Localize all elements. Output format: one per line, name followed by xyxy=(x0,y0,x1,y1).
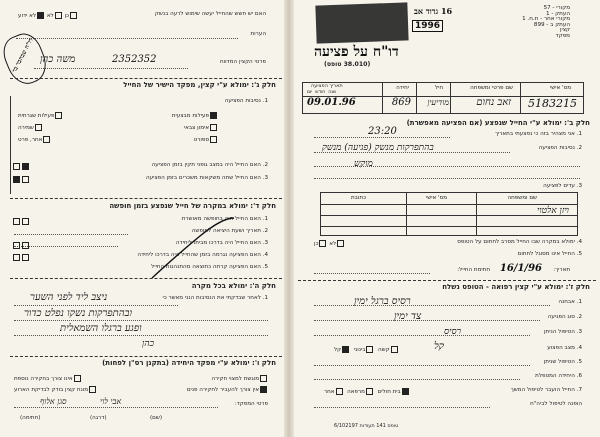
hw-name: זאב נחום xyxy=(476,97,511,108)
date-subheaders: שנה חודש יום xyxy=(307,90,337,95)
checkbox-no[interactable] xyxy=(55,12,62,19)
col-header-name: שם פרטי ומשפחה xyxy=(470,85,513,91)
d5-label: 5. האם הפציעה קרתה כתוצאה מהתנהגות החייל xyxy=(151,264,268,270)
c-answers xyxy=(12,161,30,187)
date-label: תאריך: xyxy=(553,267,570,273)
g4-hw: קל xyxy=(434,341,445,352)
section-d-title: חלק ד': ימולא במקרה של חייל שנפצע בזמן חופשה xyxy=(109,202,276,210)
opt-yes-label: כן xyxy=(64,13,69,19)
status-light[interactable] xyxy=(342,346,349,353)
b4-options: לא כן xyxy=(314,240,345,248)
b4-label: 4. ימולא במקרה שבו החייל מסרב לחתום על הטופס xyxy=(457,239,582,245)
section-f-title: חלק ו': ימולא ע"י מפקד היחידה (בתקנן רס"ן לפחות) xyxy=(102,359,276,367)
g6-label: 6. היחידה המטפלת xyxy=(535,373,582,379)
left-hw-id: 2352352 xyxy=(112,54,157,65)
soldier-details-table xyxy=(302,82,584,114)
g3-label: 3. הטיפול הניתן xyxy=(544,329,582,335)
section-b-title: חלק ב': ימולא ע"י החייל שנפצע (אם הפציעה מאפשרת) xyxy=(406,119,590,127)
d3-label: 3. האם החייל היה בדרכו מביתו ליחידה xyxy=(175,240,268,246)
col-header-personal-no: מס' אישי xyxy=(550,85,571,91)
d4-label: 4. האם הפציעה נגרמה בזמן שהחייל היה בדרכו ליחידה xyxy=(137,252,268,258)
g2-label: 2. סוג הפגיעה xyxy=(547,314,582,320)
hw-date-2: 16/1/96 xyxy=(499,263,542,274)
status-moderate[interactable] xyxy=(366,346,373,353)
col-header-unit: יחידה xyxy=(396,85,409,91)
checkbox-yes[interactable] xyxy=(70,12,77,19)
right-page xyxy=(294,0,600,437)
opt-routine[interactable]: פעילות שגרתית xyxy=(18,110,63,122)
witness-col-name: שם ומשפחה xyxy=(507,195,537,201)
footer-code: טופס 141 תעודות 6/102197 xyxy=(334,423,399,429)
g4-label: 4. מצב הפצוע xyxy=(547,345,582,351)
g7-label: 7. החייל הועבר לטיפול המשך xyxy=(510,387,582,393)
opt-check-officer[interactable]: מונח קצין בודק לבדיקת הארוע xyxy=(14,385,97,396)
b4-checkbox-no[interactable] xyxy=(337,240,344,247)
left-q-notes: הערות xyxy=(250,31,266,37)
c2-label: 2. האם החייל היה במצב גופני תקין בזמן הפציעה xyxy=(151,162,268,168)
g4-options: קשה בינוני קל xyxy=(334,346,399,354)
f-footer-rank: (דרגה) xyxy=(90,415,107,421)
left-page xyxy=(0,0,288,437)
d-answers xyxy=(12,216,30,264)
signature-label: חתימת החייל: xyxy=(457,267,490,273)
section-g-title: חלק ז': ימולא ע"י קצין רפואה - הטופס נשלח xyxy=(442,283,590,291)
g7-options: בית חולים מרפאה אחר xyxy=(324,388,410,396)
d2-label: 2. תאריך ושעת היציאה לחופשה xyxy=(191,228,268,234)
e1-label: 1. לאחר שבדקתי את הנסיבות הנני מאשר כי xyxy=(162,295,268,301)
e-handwriting-2: ובהתפרקות נשקו נפלט כדור xyxy=(24,308,133,319)
witness-hw: ויזן אלטוי xyxy=(536,206,569,216)
b2-label: 2. נסיבות הפציעה xyxy=(538,145,582,151)
hw-corps: מודיעין xyxy=(427,98,449,107)
strike-mark xyxy=(148,214,238,284)
b3-label: 3. עדים לפציעה xyxy=(543,183,582,189)
witness-col-address: כתובת xyxy=(351,195,367,201)
f-hw-rank: סגן אלוף xyxy=(40,397,67,406)
e-handwriting-3: ופגע ברגלו השמאלית xyxy=(60,323,142,334)
opt-no-internal[interactable]: אין צורך להעביר לחקירה פנים xyxy=(187,385,268,396)
f-sig-label: פרטי המפקד: xyxy=(234,401,268,407)
opt-no-further[interactable]: אינו צורך בחקירה נוספת xyxy=(14,374,82,385)
stamp-top-text: 16 גדוד אב xyxy=(414,6,453,16)
e-handwriting-sig: כהן xyxy=(142,339,154,349)
col-header-date: תאריך הפציעה xyxy=(311,83,343,89)
opt-guard[interactable]: שמירה xyxy=(18,122,43,134)
col-header-corps: חיל xyxy=(434,85,443,91)
f-footer-name: (שם) xyxy=(150,415,163,421)
c3-label: 3. האם החייל שתה משקאות משכרים בזמן הפציעה xyxy=(145,175,268,181)
witness-col-id: מס' אישי xyxy=(426,195,447,201)
section-e-title: חלק ה': ימולא בכל מקרה xyxy=(191,282,276,290)
e-handwriting-1: ניצב ליד לפני השער xyxy=(30,292,108,303)
f-options xyxy=(14,374,268,396)
b2-hw: בהתפרקות מנשק (פגיעה) מנשק xyxy=(322,143,434,153)
g1-hw: רסיס ברגל ימין xyxy=(354,296,411,307)
transfer-other[interactable] xyxy=(336,388,343,395)
b1-label: 1. אני מצהיר בזה כי נפצעתי בתאריך xyxy=(495,131,582,137)
left-q-rank: פרטי הקצין המדווח xyxy=(219,59,266,65)
year-stamp: 1996 xyxy=(412,20,443,32)
section-c-title: חלק ג': ימולא ע"י קצין, מפקד הישיר של החייל xyxy=(123,81,276,89)
opt-unknown-label: לא ידוע xyxy=(18,13,37,19)
footer-note: הופנה לטיפול לביה"ח xyxy=(530,401,582,407)
c1-options xyxy=(18,110,218,146)
header-distribution-list: מקורי - 57 העתק - 1 מקורי אחר - ת.ח. 1 העתק ב - 899 קצין מפקד xyxy=(522,5,570,39)
b5-label: 5. החייל אינו מסוגל לחתום xyxy=(517,251,582,257)
form-title: דו"ח על פציעה xyxy=(314,44,399,60)
g1-label: 1. אבחנה xyxy=(558,299,582,305)
side-strip xyxy=(592,120,598,380)
b1-hw-time: 23:20 xyxy=(368,126,397,137)
d1-label: 1. האם החייל היה בחופשה מאושרת xyxy=(181,216,268,222)
g5-label: 5. הטיפול שניתן xyxy=(543,359,582,365)
opt-sport[interactable]: ספורט xyxy=(194,134,218,146)
status-severe[interactable] xyxy=(391,346,398,353)
witnesses-table xyxy=(320,192,578,236)
f-hw-name: אבי לוי xyxy=(100,397,122,406)
left-q-visit: האם יש חשש שהחייל יעשה שימוש לרעה בנשק xyxy=(154,11,266,17)
stamp-text: דו"ח שבחבר בר xyxy=(10,37,35,74)
opt-no-label: לא xyxy=(46,13,54,19)
b4-checkbox-yes[interactable] xyxy=(319,240,326,247)
opt-other[interactable]: אחר, פרט xyxy=(18,134,51,146)
opt-training[interactable]: אימון צבאי xyxy=(184,122,218,134)
ink-stamp xyxy=(315,2,408,43)
c1-label: 1. נסיבות הפציעה xyxy=(224,98,268,104)
page-fold xyxy=(284,0,294,437)
hw-personal-no: 5183215 xyxy=(528,97,577,110)
g2-hw: צד ימין xyxy=(394,311,422,322)
opt-investigation[interactable]: מוגשת למצוי חקירה xyxy=(211,374,268,385)
left-q-visit-options xyxy=(18,12,78,20)
form-number: (38.010 טופס) xyxy=(324,61,371,68)
hw-unit: 869 xyxy=(391,97,411,108)
transfer-hospital[interactable] xyxy=(402,388,409,395)
transfer-clinic[interactable] xyxy=(366,388,373,395)
f-footer-signature: (חתימה) xyxy=(20,415,41,421)
checkbox-unknown[interactable] xyxy=(37,12,44,19)
b2-hw-2: מוקש xyxy=(354,159,373,169)
left-hw-name: משה כהן xyxy=(40,54,76,65)
g3-hw: רסיס xyxy=(444,327,462,337)
hw-date: 09.01.96 xyxy=(307,97,356,108)
opt-operational[interactable]: פעילות מבצעית xyxy=(172,110,218,122)
